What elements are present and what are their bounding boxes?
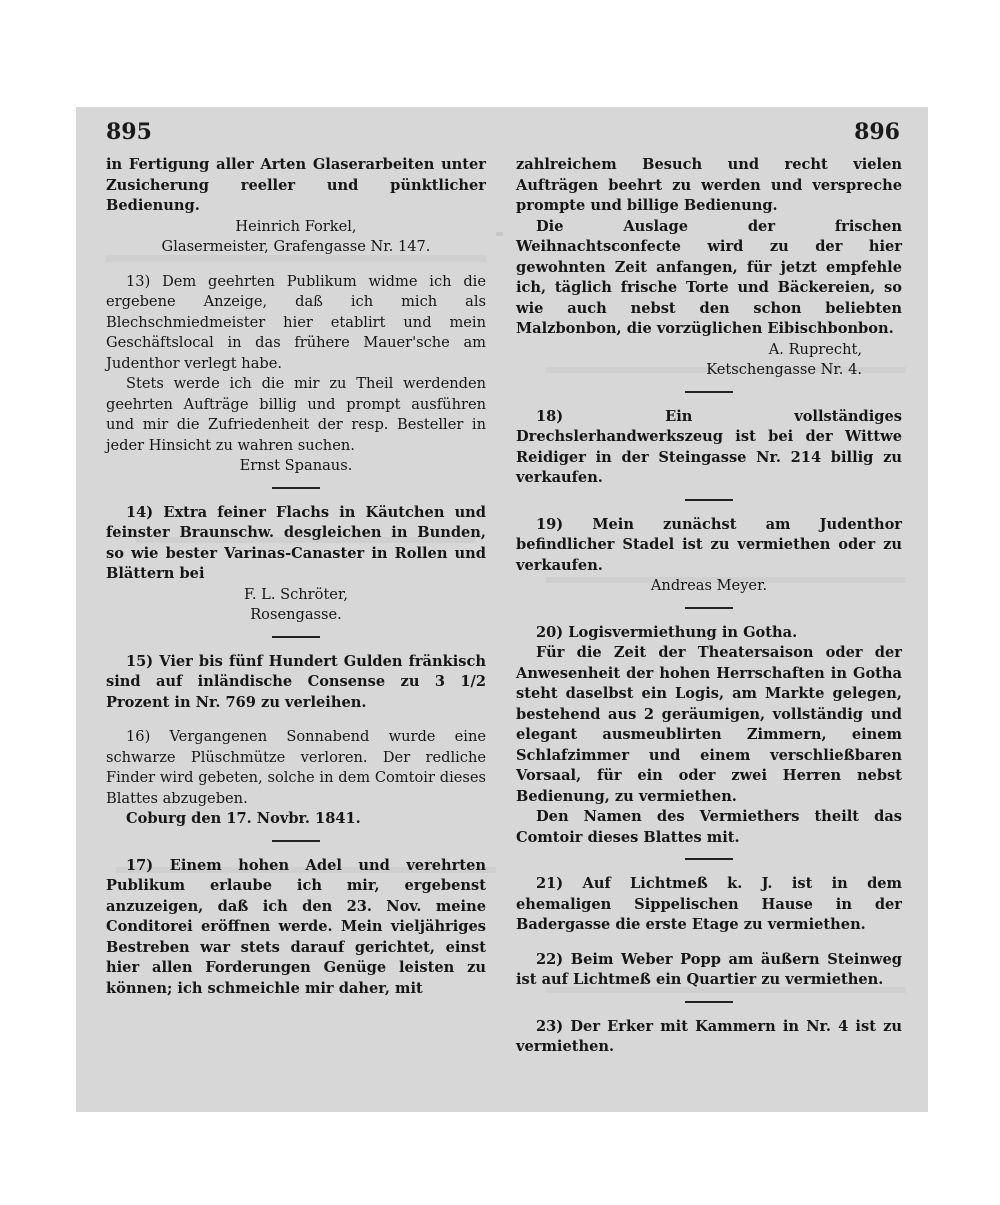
paragraph: 13) Dem geehrten Publikum widme ich die ergebene Anzeige, daß ich mich als Blechschmiedmeister hier etablirt und mein Geschäftslocal in das frühere Mauer'sche am Judenthor verlegt habe. [106,272,486,372]
left-column [106,155,486,999]
right-page-number: 896 [854,119,900,145]
paragraph: F. L. Schröter, [244,585,348,603]
paragraph: Stets werde ich die mir zu Theil werdenden geehrten Aufträge billig und prompt ausführen und mir die Zufriedenheit der resp. Besteller in jeder Hinsicht zu wahren suchen. [106,375,486,454]
paragraph: 22) Beim Weber Popp am äußern Steinweg ist auf Lichtmeß ein Quartier zu vermiethen. [516,950,902,988]
paragraph: 21) Auf Lichtmeß k. J. ist in dem ehemaligen Sippelischen Hause in der Badergasse die erste Etage zu vermiethen. [516,875,902,933]
section-divider [685,499,733,501]
paragraph: 15) Vier bis fünf Hundert Gulden fränkisch sind auf inländische Consense zu 3 1/2 Prozent in Nr. 769 zu verleihen. [106,652,486,711]
left-page-number: 895 [106,119,152,145]
paragraph: 17) Einem hohen Adel und verehrten Publikum erlaube ich mir, ergebenst anzuzeigen, daß ich den 23. Nov. meine Conditorei eröffnen werde. Mein vieljähriges Bestreben war stets darauf gerichtet, einst hier allen Forderungen Genüge leisten zu können; ich schmeichle mir daher, mit [106,856,486,997]
paragraph: Den Namen des Vermiethers theilt das Comtoir dieses Blattes mit. [516,808,902,846]
spacer [106,258,486,272]
paragraph: 19) Mein zunächst am Judenthor befindlicher Stadel ist zu vermiethen oder zu verkaufen. [516,515,902,574]
paragraph: Für die Zeit der Theatersaison oder der Anwesenheit der hohen Herrschaften in Gotha steht daselbst ein Logis, am Markte gelegen, bestehend aus 2 geräumigen, vollständig und elegant ausmeublirten Zimmern, einem Schlafzimmer und einem verschließbaren Vorsaal, für ein oder zwei Herren nebst Bedienung, zu vermiethen. [516,644,902,805]
paragraph: Andreas Meyer. [650,577,768,594]
paragraph: 18) Ein vollständiges Drechslerhandwerkszeug ist bei der Wittwe Reidiger in der Steingasse Nr. 214 billig zu verkaufen. [516,407,902,486]
section-divider [685,391,733,393]
paragraph: Rosengasse. [250,606,342,623]
section-divider [685,1001,733,1003]
paragraph: Ketschengasse Nr. 4. [706,361,862,378]
section-divider [272,487,320,489]
paragraph: zahlreichem Besuch und recht vielen Aufträgen beehrt zu werden und verspreche prompte und billige Bedienung. [516,156,902,214]
scanned-page [76,107,928,1112]
paragraph: 14) Extra feiner Flachs in Käutchen und feinster Braunschw. desgleichen in Bunden, so wie bester Varinas-Canaster in Rollen und Blättern bei [106,503,486,582]
paragraph: 16) Vergangenen Sonnabend wurde eine schwarze Plüschmütze verloren. Der redliche Finder wird gebeten, solche in dem Comtoir dieses Blattes abzugeben. [106,728,486,807]
section-divider [272,840,320,842]
paragraph: Glasermeister, Grafengasse Nr. 147. [161,238,431,255]
paragraph: 23) Der Erker mit Kammern in Nr. 4 ist zu vermiethen. [516,1017,902,1055]
spacer [516,936,902,950]
paragraph: Coburg den 17. Novbr. 1841. [126,810,361,827]
paragraph: Die Auslage der frischen Weihnachtsconfecte wird zu der hier gewohnten Zeit anfangen, für jetzt empfehle ich, täglich frische Torte und Bäckereien, so wie auch nebst den schon beliebten Malzbonbon, die vorzüglichen Eibischbonbon. [516,217,902,337]
paragraph: Ernst Spanaus. [239,457,353,474]
section-divider [685,858,733,860]
section-divider [272,636,320,638]
paragraph: Heinrich Forkel, [235,217,357,235]
right-column [516,155,902,1058]
paragraph: 20) Logisvermiethung in Gotha. [536,623,798,641]
spacer [106,713,486,727]
paragraph: A. Ruprecht, [768,340,862,358]
paragraph: in Fertigung aller Arten Glaserarbeiten unter Zusicherung reeller und pünktlicher Bedienung. [106,156,486,214]
section-divider [685,607,733,609]
